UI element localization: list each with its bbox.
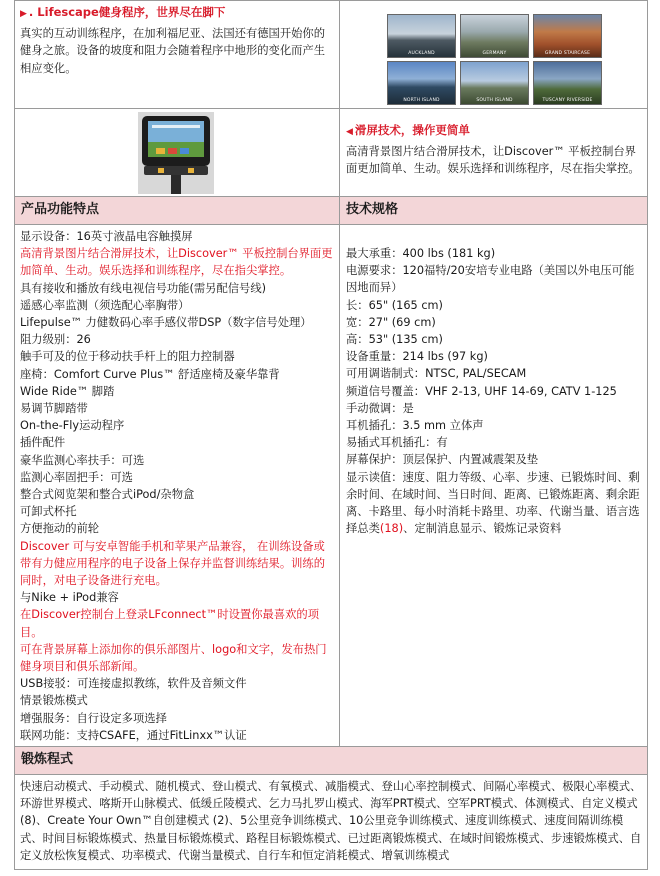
spec-line	[346, 469, 644, 538]
spec-line: 宽：27" (69 cm)	[346, 315, 436, 329]
lifescape-section	[20, 4, 332, 77]
feature-line: 易调节脚踏带	[20, 402, 88, 416]
row-divider	[14, 108, 648, 109]
feature-line: 可卸式杯托	[20, 505, 77, 519]
readout-suffix: 、定制消息显示、锻炼记录资料	[403, 522, 562, 536]
spec-line: 耳机插孔：3.5 mm 立体声	[346, 419, 484, 433]
spec-sheet	[14, 0, 648, 870]
landscape-thumb: GERMANY	[460, 14, 529, 58]
feature-line: 触手可及的位于移动扶手杆上的阻力控制器	[20, 350, 235, 364]
feature-line: 整合式阅览架和整合式iPod/杂物盒	[20, 488, 195, 502]
spec-line: 最大承重：400 lbs (181 kg)	[346, 247, 496, 260]
landscape-thumb: AUCKLAND	[387, 14, 456, 58]
landscape-thumb: GRAND STAIRCASE	[533, 14, 602, 58]
spec-line: 高：53" (135 cm)	[346, 333, 443, 347]
triangle-left-icon: ◀	[346, 127, 353, 137]
spec-line: 设备重量：214 lbs (97 kg)	[346, 350, 488, 364]
feature-line: 与Nike + iPod兼容	[20, 591, 119, 605]
touch-title: 滑屏技术，操作更简单	[354, 123, 470, 137]
feature-line: 阻力级别：26	[20, 333, 91, 347]
feature-line: 高清背景图片结合滑屏技术，让Discover™ 平板控制台界面更加简单、生动。娱乐选择和训练程序，尽在指尖掌控。	[20, 247, 333, 278]
feature-line: 具有接收和播放有线电视信号功能(需另配信号线)	[20, 281, 267, 295]
landscape-thumb: SOUTH ISLAND	[460, 61, 529, 105]
feature-line: 监测心率固把手：可选	[20, 470, 133, 484]
feature-line: 显示设备：16英寸液晶电容触摸屏	[20, 230, 193, 243]
lifescape-body: 真实的互动训练程序，在加利福尼亚、法国还有德国开始你的健身之旅。设备的坡度和阻力会随着程序中地形的变化而产生相应变化。	[20, 27, 326, 75]
feature-line: 遥感心率监测（须选配心率胸带）	[20, 298, 190, 312]
lifescape-title: . Lifescape健身程序，世界尽在脚下	[28, 5, 226, 19]
features-list	[20, 228, 334, 744]
spec-line: 手动微调：是	[346, 401, 414, 415]
feature-line: 方便拖动的前轮	[20, 522, 100, 536]
landscape-thumb: TUSCANY RIVERSIDE	[533, 61, 602, 105]
feature-line: 插件配件	[20, 436, 66, 450]
feature-line: 联网功能：支持CSAFE，通过FitLinxx™认证	[20, 728, 247, 742]
readout-count: (18)	[379, 522, 404, 536]
spec-line: 屏幕保护：顶层保护、内置减震架及垫	[346, 453, 539, 467]
triangle-right-icon: ▶	[20, 9, 27, 19]
specs-heading: 技术规格	[340, 197, 647, 224]
spec-line: 长：65" (165 cm)	[346, 298, 443, 312]
spec-display-readouts: 显示读值：速度、阻力等级、心率、步速、已锻炼时间、剩余时间、在域时间、当日时间、距离、已锻炼距离、剩余距离、卡路里、每小时消耗卡路里、功率、代谢当量、语言选择总类	[346, 470, 640, 536]
feature-line: On-the-Fly运动程序	[20, 419, 125, 433]
feature-line: 豪华监测心率扶手：可选	[20, 453, 145, 467]
feature-line: 可在背景屏幕上添加你的俱乐部图片、logo和文字，发布热门健身项目和俱乐部新闻。	[20, 642, 327, 674]
programs-body: 快速启动模式、手动模式、随机模式、登山模式、有氧模式、减脂模式、登山心率控制模式、间隔心率模式、极限心率模式、环游世界模式、喀斯开山脉模式、低缓丘陵模式、乞力马扎罗山模式、海军PRT模式、空军PRT模式、体测模式、自定义模式 (8)、Create Your Own™自创建模式 (2)、5公里竞争训练模式、10公里竞争训练模式、速度训练模式、速度间隔训练模式、时间目标锻炼模式、热量目标锻炼模式、路程目标锻炼模式、已过距离锻炼模式、在域时间锻炼模式、步速锻炼模式、自定义放松恢复模式、功率模式、代谢当量模式、自行车和恒定消耗模式、增氧训练模式	[20, 780, 642, 862]
touch-body: 高清背景图片结合滑屏技术，让Discover™ 平板控制台界面更加简单、生动。娱乐选择和训练程序，尽在指尖掌控。	[346, 145, 640, 176]
feature-line: Wide Ride™ 脚踏	[20, 384, 115, 398]
features-heading: 产品功能特点	[15, 197, 339, 224]
feature-line: 座椅：Comfort Curve Plus™ 舒适座椅及豪华靠背	[20, 367, 280, 381]
spec-line: 电源要求：120福特/20安培专业电路（美国以外电压可能因地而异）	[346, 264, 635, 295]
spec-line: 易插式耳机插孔：有	[346, 436, 448, 450]
feature-line: 增强服务：自行设定多项选择	[20, 711, 167, 725]
row-divider	[14, 774, 648, 775]
feature-line: 情景锻炼模式	[20, 694, 88, 708]
touch-section	[346, 122, 644, 178]
column-divider	[339, 0, 340, 746]
spec-line: 频道信号覆盖：VHF 2-13, UHF 14-69, CATV 1-125	[346, 384, 617, 398]
feature-line: USB接驳：可连接虚拟教练，软件及音频文件	[20, 677, 247, 691]
row-divider	[14, 224, 648, 225]
feature-line: Lifepulse™ 力健数码心率手感仪带DSP（数字信号处理）	[20, 316, 312, 330]
specs-list	[346, 245, 644, 537]
feature-line: 在Discover控制台上登录LFconnect™时设置你最喜欢的项目。	[20, 608, 319, 639]
feature-line: Discover 可与安卓智能手机和苹果产品兼容， 在训练设备或带有力健应用程序的电子设备上保存并监督训练结果。训练的同时，对电子设备进行充电。	[20, 539, 326, 588]
programs-heading: 锻炼程式	[15, 747, 647, 774]
console-image	[138, 112, 214, 194]
landscape-gallery	[387, 14, 602, 105]
spec-line: 可用调谐制式：NTSC, PAL/SECAM	[346, 367, 527, 381]
landscape-thumb: NORTH ISLAND	[387, 61, 456, 105]
